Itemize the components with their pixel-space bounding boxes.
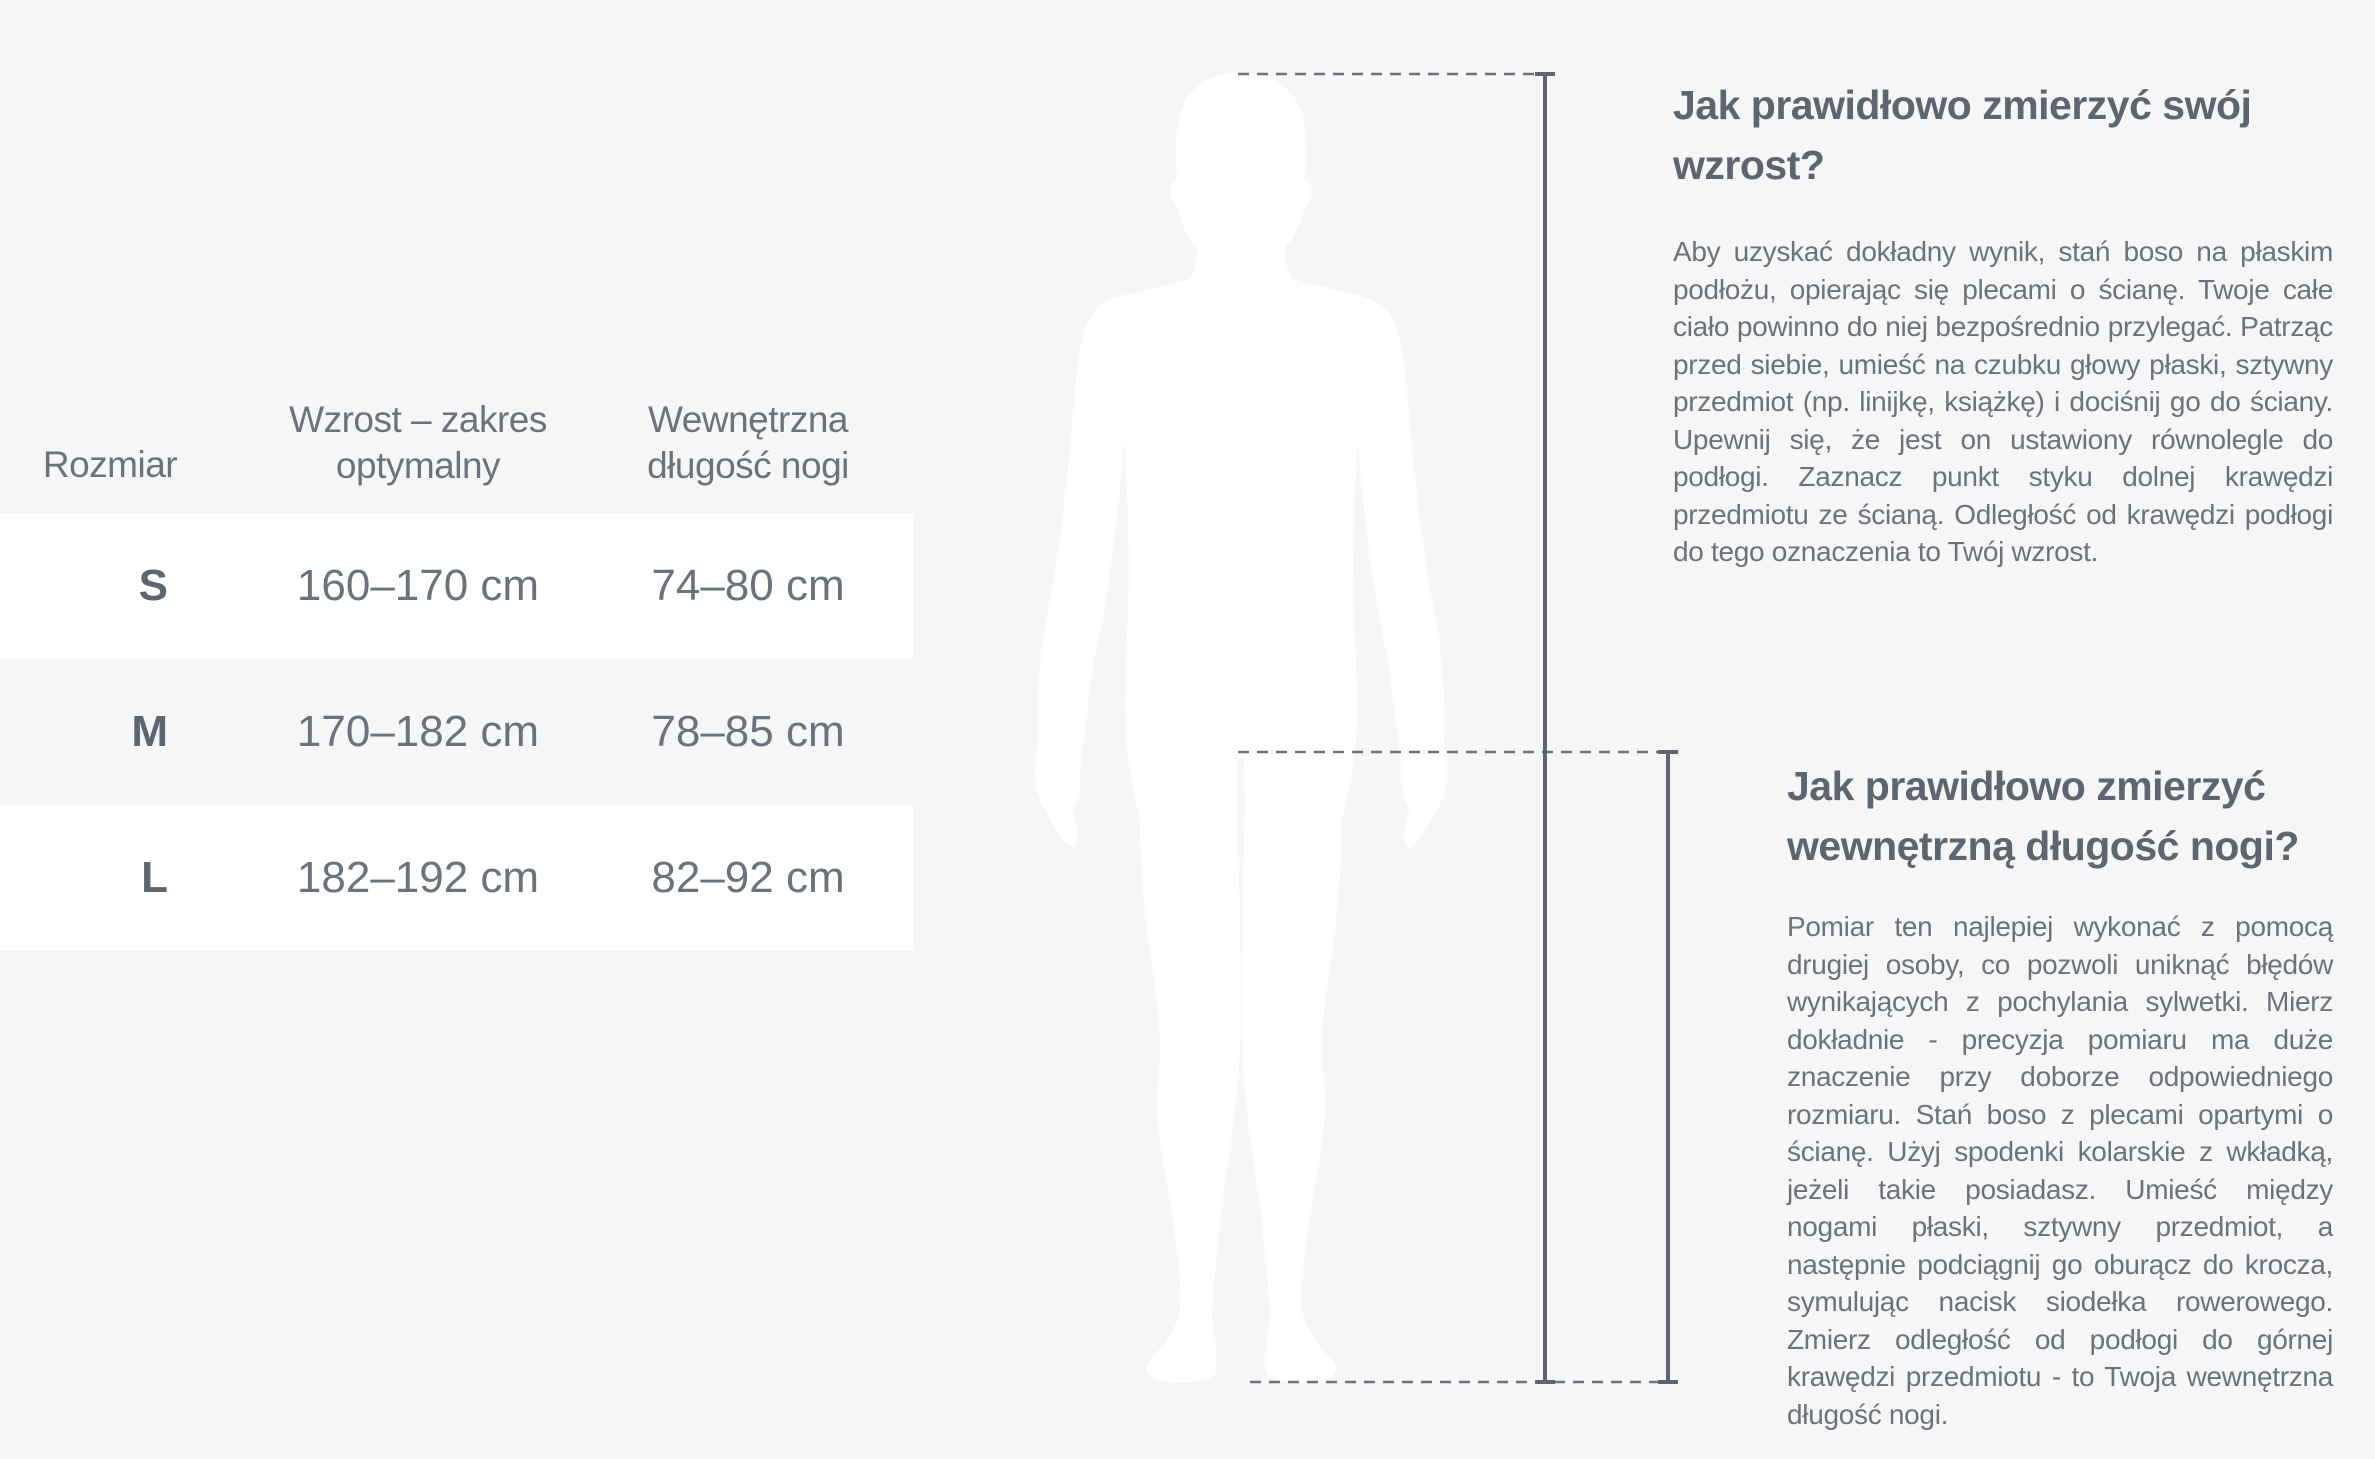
leg-title-line1: Jak prawidłowo zmierzyć: [1787, 763, 2266, 809]
size-cell: L: [141, 853, 168, 902]
size-cell: S: [138, 561, 168, 610]
leg-cell: 82–92 cm: [651, 853, 845, 902]
size-cell: M: [131, 707, 168, 756]
height-instructions-title: Jak prawidłowo zmierzyć swój wzrost?: [1673, 82, 2252, 188]
header-height-line2: optymalny: [335, 445, 501, 486]
header-leg-line2: długość nogi: [647, 445, 849, 486]
header-size: Rozmiar: [42, 444, 178, 485]
height-cell: 182–192 cm: [296, 853, 540, 902]
height-instructions: [1673, 75, 2333, 571]
header-leg-line1: Wewnętrzna: [648, 399, 848, 440]
height-cell: 170–182 cm: [296, 707, 540, 756]
leg-instructions-title: [1787, 756, 2333, 876]
leg-instructions: [1787, 756, 2333, 1433]
height-instructions-body: Aby uzyskać dokładny wynik, stań boso na płaskim podłożu, opierając się plecami o ścianę. Twoje całe ciało powinno do niej bezpośrednio przylegać. Patrząc przed siebie, umieść na czubku głowy płaski, sztywny przedmiot (np. linijkę, książkę) i dociśnij go do ściany. Upewnij się, że jest on ustawiony równolegle do podłogi. Zaznacz punkt styku dolnej krawędzi przedmiotu ze ścianą. Odległość od krawędzi podłogi do tego oznaczenia to Twój wzrost.: [1673, 236, 2333, 567]
leg-instructions-body: Pomiar ten najlepiej wykonać z pomocą drugiej osoby, co pozwoli uniknąć błędów wynikających z pochylania sylwetki. Mierz dokładnie - precyzja pomiaru ma duże znaczenie przy doborze odpowiedniego rozmiaru. Stań boso z plecami opartymi o ścianę. Użyj spodenki kolarskie z wkładką, jeżeli takie posiadasz. Umieść między nogami płaski, sztywny przedmiot, a następnie podciągnij go oburącz do krocza, symulując nacisk siodełka rowerowego. Zmierz odległość od podłogi do górnej krawędzi przedmiotu - to Twoja wewnętrzna długość nogi.: [1787, 911, 2333, 1430]
height-cell: 160–170 cm: [296, 561, 540, 610]
leg-title-line2: wewnętrzną długość nogi?: [1787, 823, 2299, 869]
body-silhouette: [1035, 72, 1447, 1383]
leg-cell: 78–85 cm: [651, 707, 845, 756]
leg-cell: 74–80 cm: [651, 561, 845, 610]
header-height-line1: Wzrost – zakres: [289, 399, 547, 440]
